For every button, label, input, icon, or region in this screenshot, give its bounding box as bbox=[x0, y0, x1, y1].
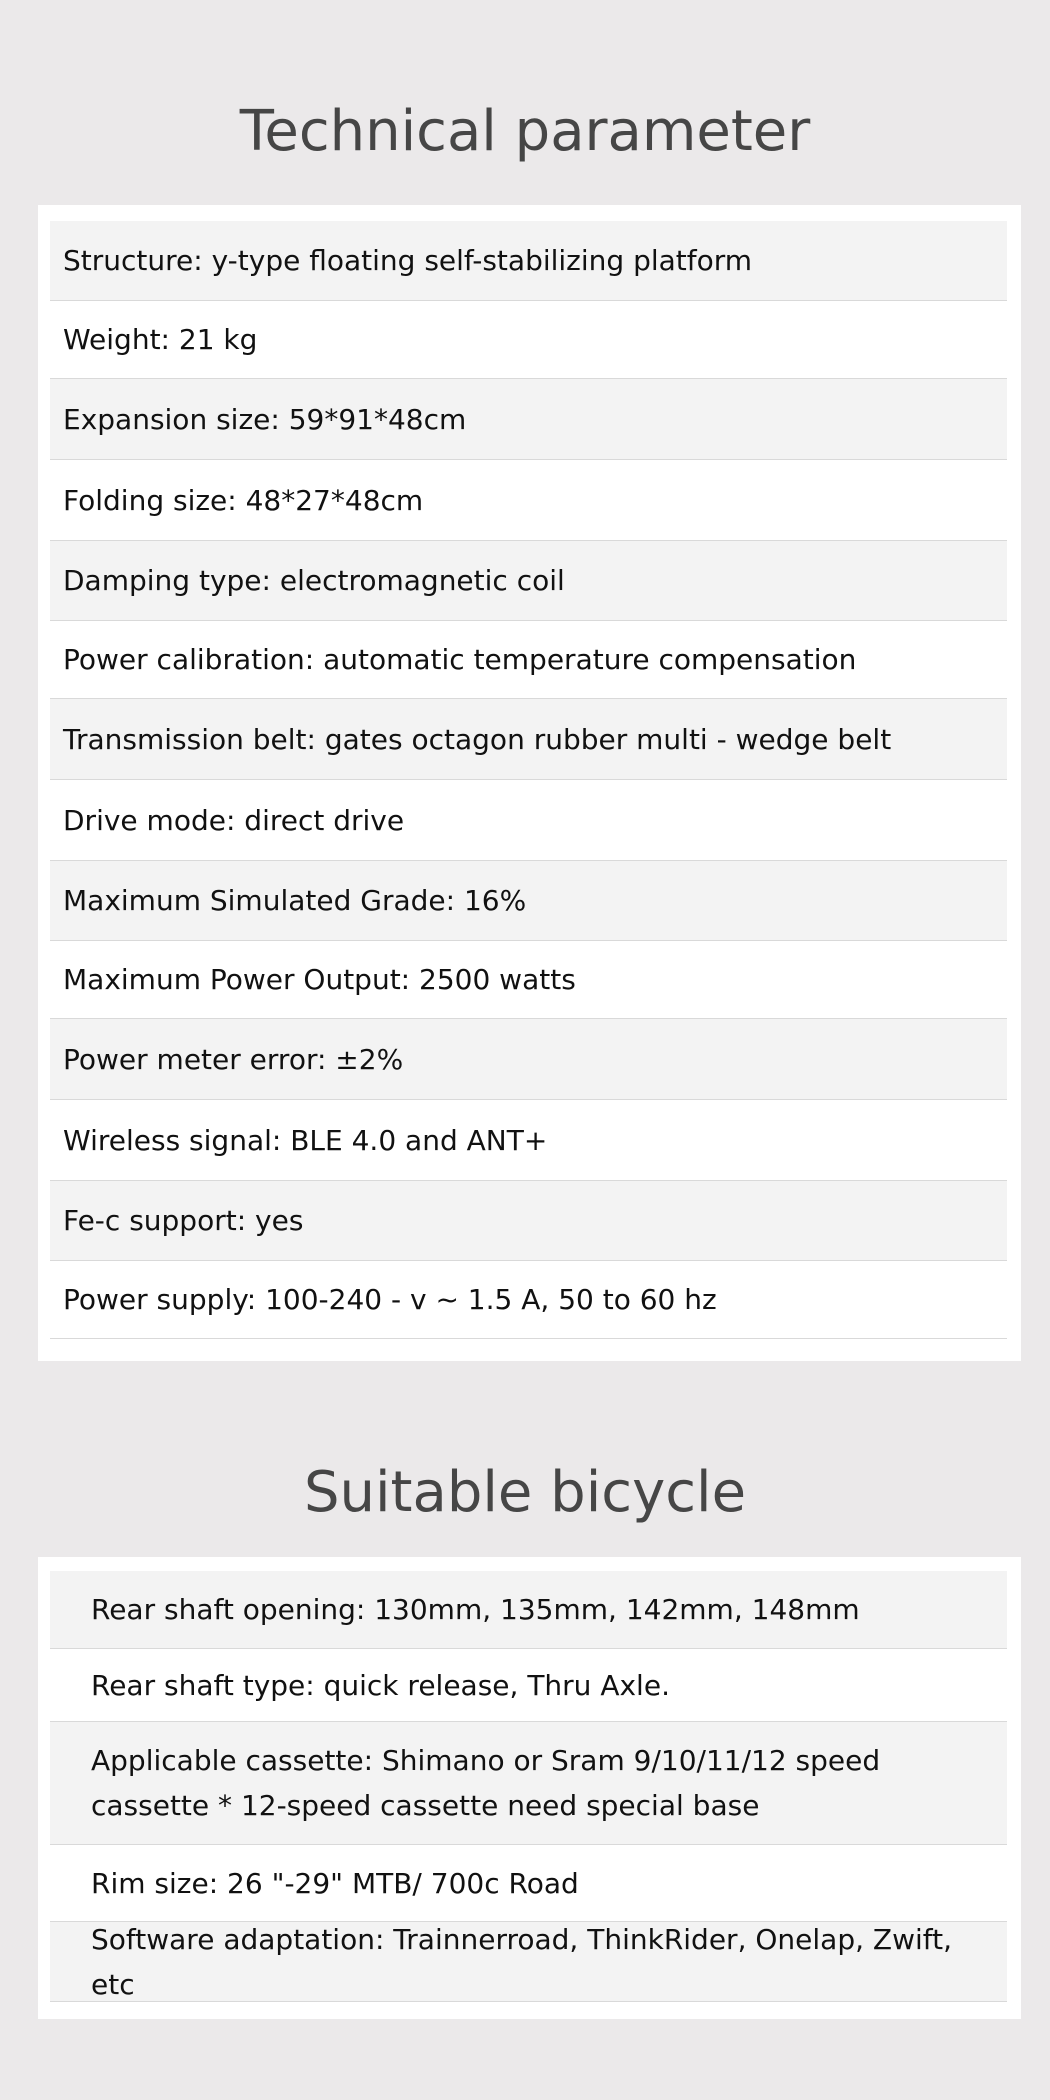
suitable-bicycle-table bbox=[38, 1557, 1021, 2019]
spec-row-transmission-belt: Transmission belt: gates octagon rubber multi - wedge belt bbox=[50, 699, 1007, 780]
bike-row-applicable-cassette: Applicable cassette: Shimano or Sram 9/10/11/12 speed cassette * 12-speed cassette need special base bbox=[50, 1722, 1007, 1845]
spec-row-drive-mode: Drive mode: direct drive bbox=[50, 780, 1007, 861]
spec-row-max-grade: Maximum Simulated Grade: 16% bbox=[50, 861, 1007, 941]
spec-row-fec-support: Fe-c support: yes bbox=[50, 1181, 1007, 1261]
spec-row-damping-type: Damping type: electromagnetic coil bbox=[50, 541, 1007, 621]
spec-row-structure: Structure: y-type floating self-stabilizing platform bbox=[50, 221, 1007, 301]
bike-row-rear-shaft-opening: Rear shaft opening: 130mm, 135mm, 142mm, 148mm bbox=[50, 1571, 1007, 1649]
spec-row-folding-size: Folding size: 48*27*48cm bbox=[50, 460, 1007, 541]
spec-row-expansion-size: Expansion size: 59*91*48cm bbox=[50, 379, 1007, 460]
spec-row-power-calibration: Power calibration: automatic temperature compensation bbox=[50, 621, 1007, 699]
spec-row-power-meter-error: Power meter error: ±2% bbox=[50, 1019, 1007, 1100]
spec-row-max-power: Maximum Power Output: 2500 watts bbox=[50, 941, 1007, 1019]
bike-row-rim-size: Rim size: 26 "-29" MTB/ 700c Road bbox=[50, 1845, 1007, 1922]
bike-row-rear-shaft-type: Rear shaft type: quick release, Thru Axle. bbox=[50, 1649, 1007, 1722]
technical-parameter-title: Technical parameter bbox=[239, 99, 811, 164]
technical-parameter-table bbox=[38, 205, 1021, 1361]
spec-row-wireless-signal: Wireless signal: BLE 4.0 and ANT+ bbox=[50, 1100, 1007, 1181]
suitable-bicycle-title: Suitable bicycle bbox=[303, 1460, 747, 1525]
spec-row-power-supply: Power supply: 100-240 - v ~ 1.5 A, 50 to 60 hz bbox=[50, 1261, 1007, 1339]
bike-row-software-adaptation: Software adaptation: Trainnerroad, ThinkRider, Onelap, Zwift, etc bbox=[50, 1922, 1007, 2002]
spec-row-weight: Weight: 21 kg bbox=[50, 301, 1007, 379]
